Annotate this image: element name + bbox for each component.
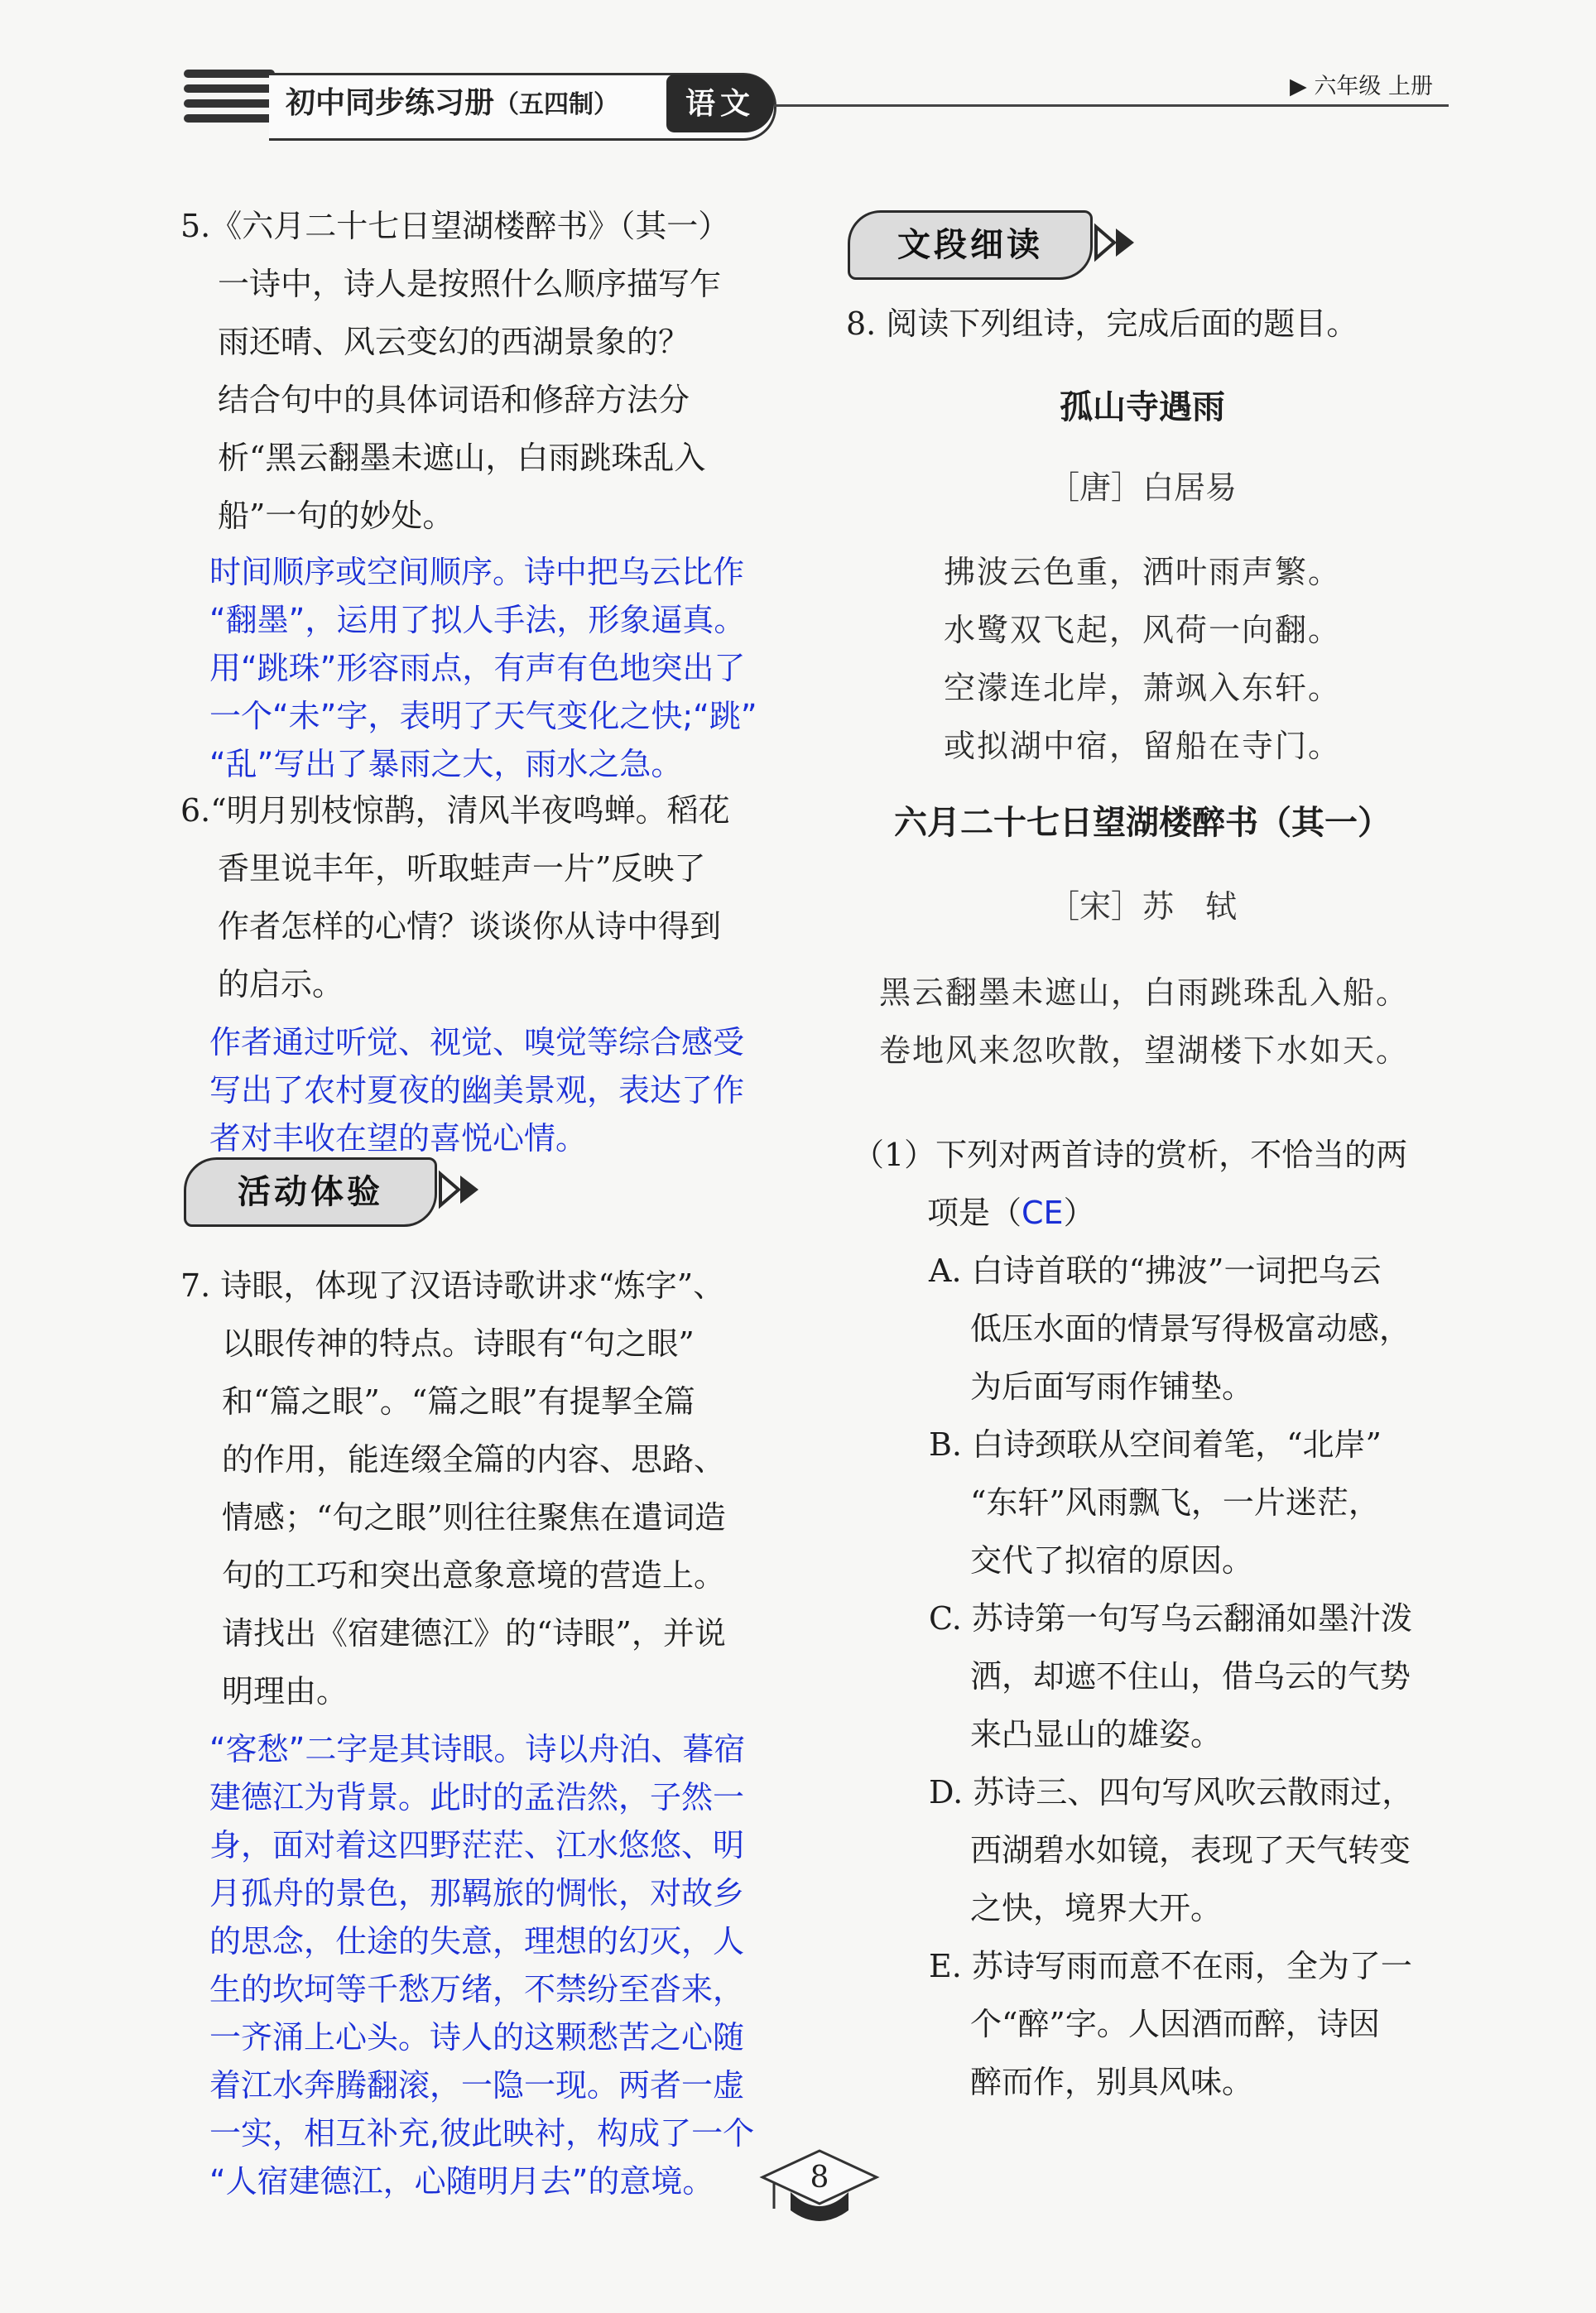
grade-label: ▶ 六年级 上册 <box>1290 74 1433 99</box>
page-number: 8 <box>810 2161 829 2195</box>
header-rule <box>774 104 1449 107</box>
subject-badge: 语文 <box>666 75 774 132</box>
q5-line: 5.《六月二十七日望湖楼醉书》（其一） <box>180 208 730 244</box>
q5-line: 雨还晴、风云变幻的西湖景象的？ <box>218 324 690 360</box>
poem2-title: 六月二十七日望湖楼醉书（其一） <box>894 803 1391 842</box>
q5-line: 结合句中的具体词语和修辞方法分 <box>218 382 690 418</box>
poem2-author: ［宋］苏 轼 <box>1047 888 1237 925</box>
book-title-text: 初中同步练习册 <box>286 86 495 120</box>
arrow-right-icon <box>437 1169 487 1210</box>
q8-intro: 8. 阅读下列组诗，完成后面的题目。 <box>846 305 1358 342</box>
section-activity-banner: 活动体验 <box>184 1157 437 1227</box>
triangle-icon: ▶ <box>1290 74 1315 99</box>
q8-1-answer: CE <box>1022 1195 1064 1231</box>
arrow-right-icon <box>1093 222 1142 263</box>
poem1-author: ［唐］白居易 <box>1047 469 1237 506</box>
q5-line: 析“黑云翻墨未遮山，白雨跳珠乱入 <box>218 440 706 476</box>
q5-line: 船”一句的妙处。 <box>218 498 454 534</box>
q5-line: 一诗中，诗人是按照什么顺序描写乍 <box>218 266 722 302</box>
edition-text: （五四制） <box>494 90 619 119</box>
poem1-title: 孤山寺遇雨 <box>1060 387 1225 426</box>
header-logo-icon <box>184 70 283 132</box>
book-title <box>286 79 618 122</box>
section-reading-banner: 文段细读 <box>848 210 1093 280</box>
q8-1-answer-line: 项是（CE） <box>927 1195 1095 1231</box>
